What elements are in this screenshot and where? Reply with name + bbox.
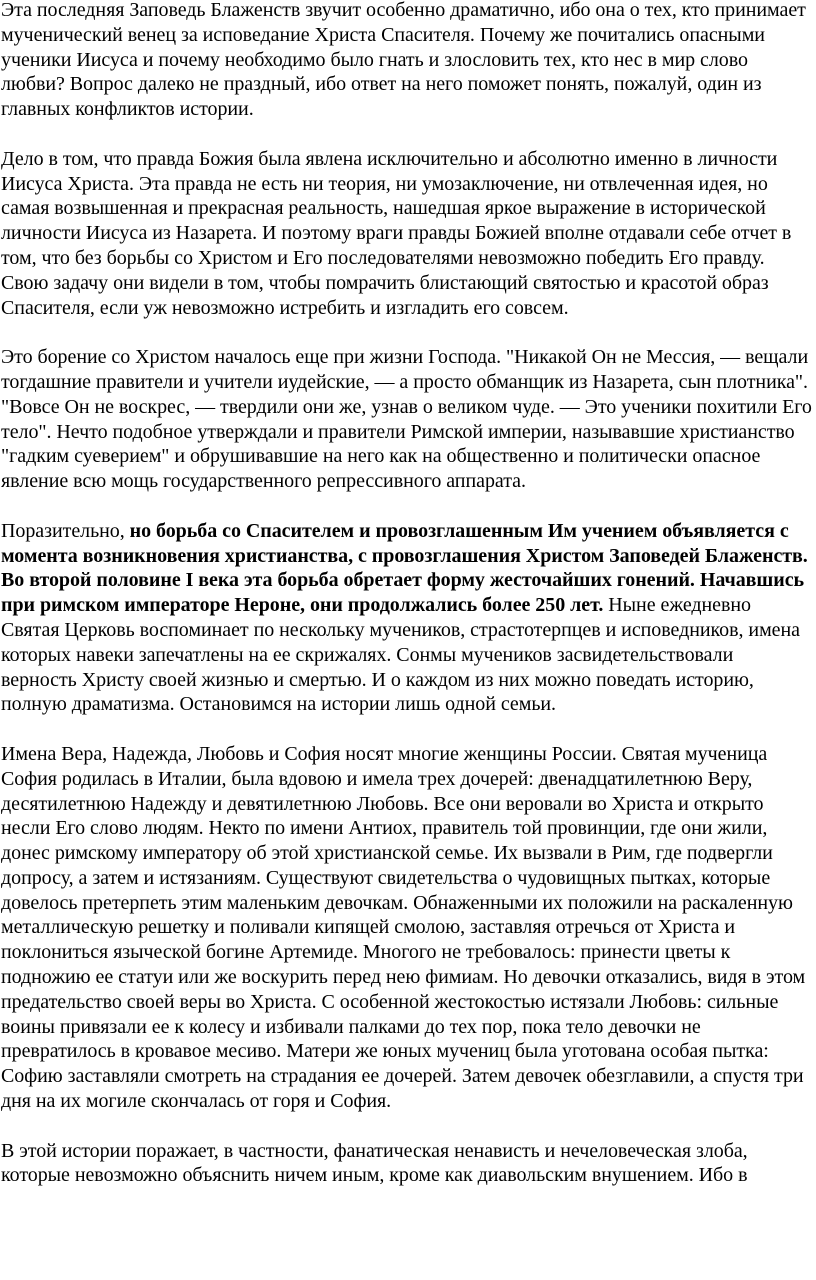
document-body — [1, 0, 813, 1213]
paragraph-4-lead: Поразительно, — [1, 519, 130, 542]
paragraph-4-tail: Ныне ежедневно Святая Церковь воспоминает по нескольку мучеников, страстотерпцев и исповедников, имена которых навеки запечатлены на ее скрижалях. Сонмы мучеников засвидетельствовали верность Христу своей жизнью и смертью. И о каждом из них можно поведать историю, полную драматизма. Остановимся на истории лишь одной семьи. — [1, 594, 800, 716]
paragraph-2: Дело в том, что правда Божия была явлена исключительно и абсолютно именно в личности Иисуса Христа. Эта правда не есть ни теория, ни умозаключение, ни отвлеченная идея, но самая возвышенная и прекрасная реальность, нашедшая яркое выражение в исторической личности Иисуса из Назарета. И поэтому враги правды Божией вполне отдавали себе отчет в том, что без борьбы со Христом и Его последователями невозможно победить Его правду. Свою задачу они видели в том, чтобы помрачить блистающий святостью и красотой образ Спасителя, если уж невозможно истребить и изгладить его совсем. — [1, 147, 792, 319]
paragraph-4 — [1, 519, 813, 717]
paragraph-6: В этой истории поражает, в частности, фанатическая ненависть и нечеловеческая злоба, которые невозможно объяснить ничем иным, кроме как диавольским внушением. Ибо в — [1, 1139, 748, 1187]
paragraph-4-bold: но борьба со Спасителем и провозглашенным Им учением объявляется с момента возникновения христианства, с провозглашения Христом Заповедей Блаженств. Во второй половине I века эта борьба обретает форму жесточайших гонений. Начавшись при римском императоре Нероне, они продолжались более 250 лет. — [1, 519, 808, 617]
paragraph-1: Эта последняя Заповедь Блаженств звучит особенно драматично, ибо она о тех, кто принимает мученический венец за исповедание Христа Спасителя. Почему же почитались опасными ученики Иисуса и почему необходимо было гнать и злословить тех, кто нес в мир слово любви? Вопрос далеко не праздный, ибо ответ на него поможет понять, пожалуй, один из главных конфликтов истории. — [1, 0, 806, 121]
paragraph-5: Имена Вера, Надежда, Любовь и София носят многие женщины России. Святая мученица София родилась в Италии, была вдовою и имела трех дочерей: двенадцатилетнюю Веру, десятилетнюю Надежду и девятилетнюю Любовь. Все они веровали во Христа и открыто несли Его слово людям. Некто по имени Антиох, правитель той провинции, где они жили, донес римскому императору об этой христианской семье. Их вызвали в Рим, где подвергли допросу, а затем и истязаниям. Существуют свидетельства о чудовищных пытках, которые довелось претерпеть этим маленьким девочкам. Обнаженными их положили на раскаленную металлическую решетку и поливали кипящей смолою, заставляя отречься от Христа и поклониться языческой богине Артемиде. Многого не требовалось: принести цветы к подножию ее статуи или же воскурить перед нею фимиам. Но девочки отказались, видя в этом предательство своей веры во Христа. С особенной жестокостью истязали Любовь: сильные воины привязали ее к колесу и избивали палками до тех пор, пока тело девочки не превратилось в кровавое месиво. Матери же юных мучениц была уготована особая пытка: Софию заставляли смотреть на страдания ее дочерей. Затем девочек обезглавили, а спустя три дня на их могиле скончалась от горя и София. — [1, 742, 806, 1113]
paragraph-3: Это борение со Христом началось еще при жизни Господа. "Никакой Он не Мессия, — вещали тогдашние правители и учители иудейские, — а просто обманщик из Назарета, сын плотника". "Вовсе Он не воскрес, — твердили они же, узнав о великом чуде. — Это ученики похитили Его тело". Нечто подобное утверждали и правители Римской империи, называвшие христианство "гадким суеверием" и обрушивавшие на него как на общественно и политически опасное явление всю мощь государственного репрессивного аппарата. — [1, 346, 812, 493]
